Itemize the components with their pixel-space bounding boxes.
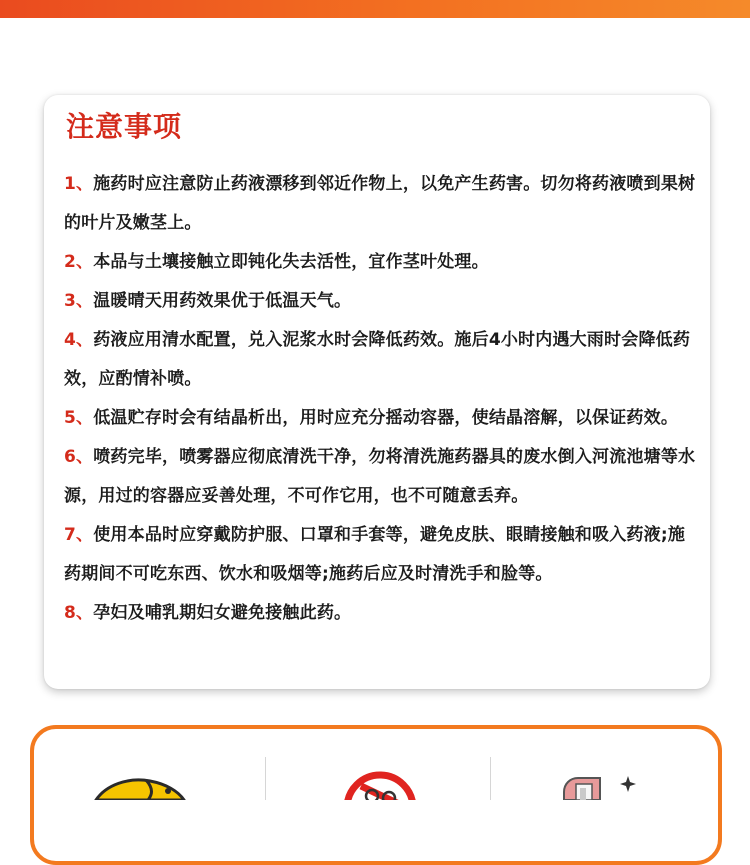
notice-card	[44, 95, 710, 689]
panel-divider	[490, 757, 491, 800]
item-number: 5、	[64, 408, 94, 428]
notice-item	[64, 321, 698, 399]
no-entry-icon	[339, 770, 421, 800]
notice-item	[64, 438, 698, 516]
top-banner	[0, 0, 750, 18]
notice-list	[64, 165, 698, 633]
item-number: 4、	[64, 330, 94, 350]
notice-item	[64, 594, 698, 633]
notice-item	[64, 516, 698, 594]
item-number: 2、	[64, 252, 94, 272]
panel-divider	[265, 757, 266, 800]
item-text: 低温贮存时会有结晶析出，用时应充分摇动容器，使结晶溶解，以保证药效。	[93, 408, 679, 428]
chemical-canister-icon	[556, 770, 646, 800]
item-text: 喷药完毕，喷雾器应彻底清洗干净，勿将清洗施药器具的废水倒入河流池塘等水源，用过的容器应妥善处理，不可作它用，也不可随意丢弃。	[64, 447, 696, 506]
notice-item	[64, 399, 698, 438]
item-number: 6、	[64, 447, 94, 467]
notice-item	[64, 282, 698, 321]
item-text: 温暖晴天用药效果优于低温天气。	[93, 291, 352, 311]
item-number: 8、	[64, 603, 94, 623]
item-text: 施药时应注意防止药液漂移到邻近作物上，以免产生药害。切勿将药液喷到果树的叶片及嫩茎上。	[64, 174, 696, 233]
notice-title: 注意事项	[66, 110, 183, 143]
item-number: 1、	[64, 174, 94, 194]
item-number: 3、	[64, 291, 94, 311]
notice-item	[64, 165, 698, 243]
fish-icon	[88, 773, 198, 800]
item-text: 孕妇及哺乳期妇女避免接触此药。	[93, 603, 352, 623]
item-text: 使用本品时应穿戴防护服、口罩和手套等，避免皮肤、眼睛接触和吸入药液;施药期间不可吃东西、饮水和吸烟等;施药后应及时清洗手和脸等。	[64, 525, 686, 584]
item-text: 药液应用清水配置，兑入泥浆水时会降低药效。施后4小时内遇大雨时会降低药效，应酌情补喷。	[64, 330, 691, 389]
notice-item	[64, 243, 698, 282]
item-number: 7、	[64, 525, 94, 545]
item-text: 本品与土壤接触立即钝化失去活性，宜作茎叶处理。	[93, 252, 489, 272]
